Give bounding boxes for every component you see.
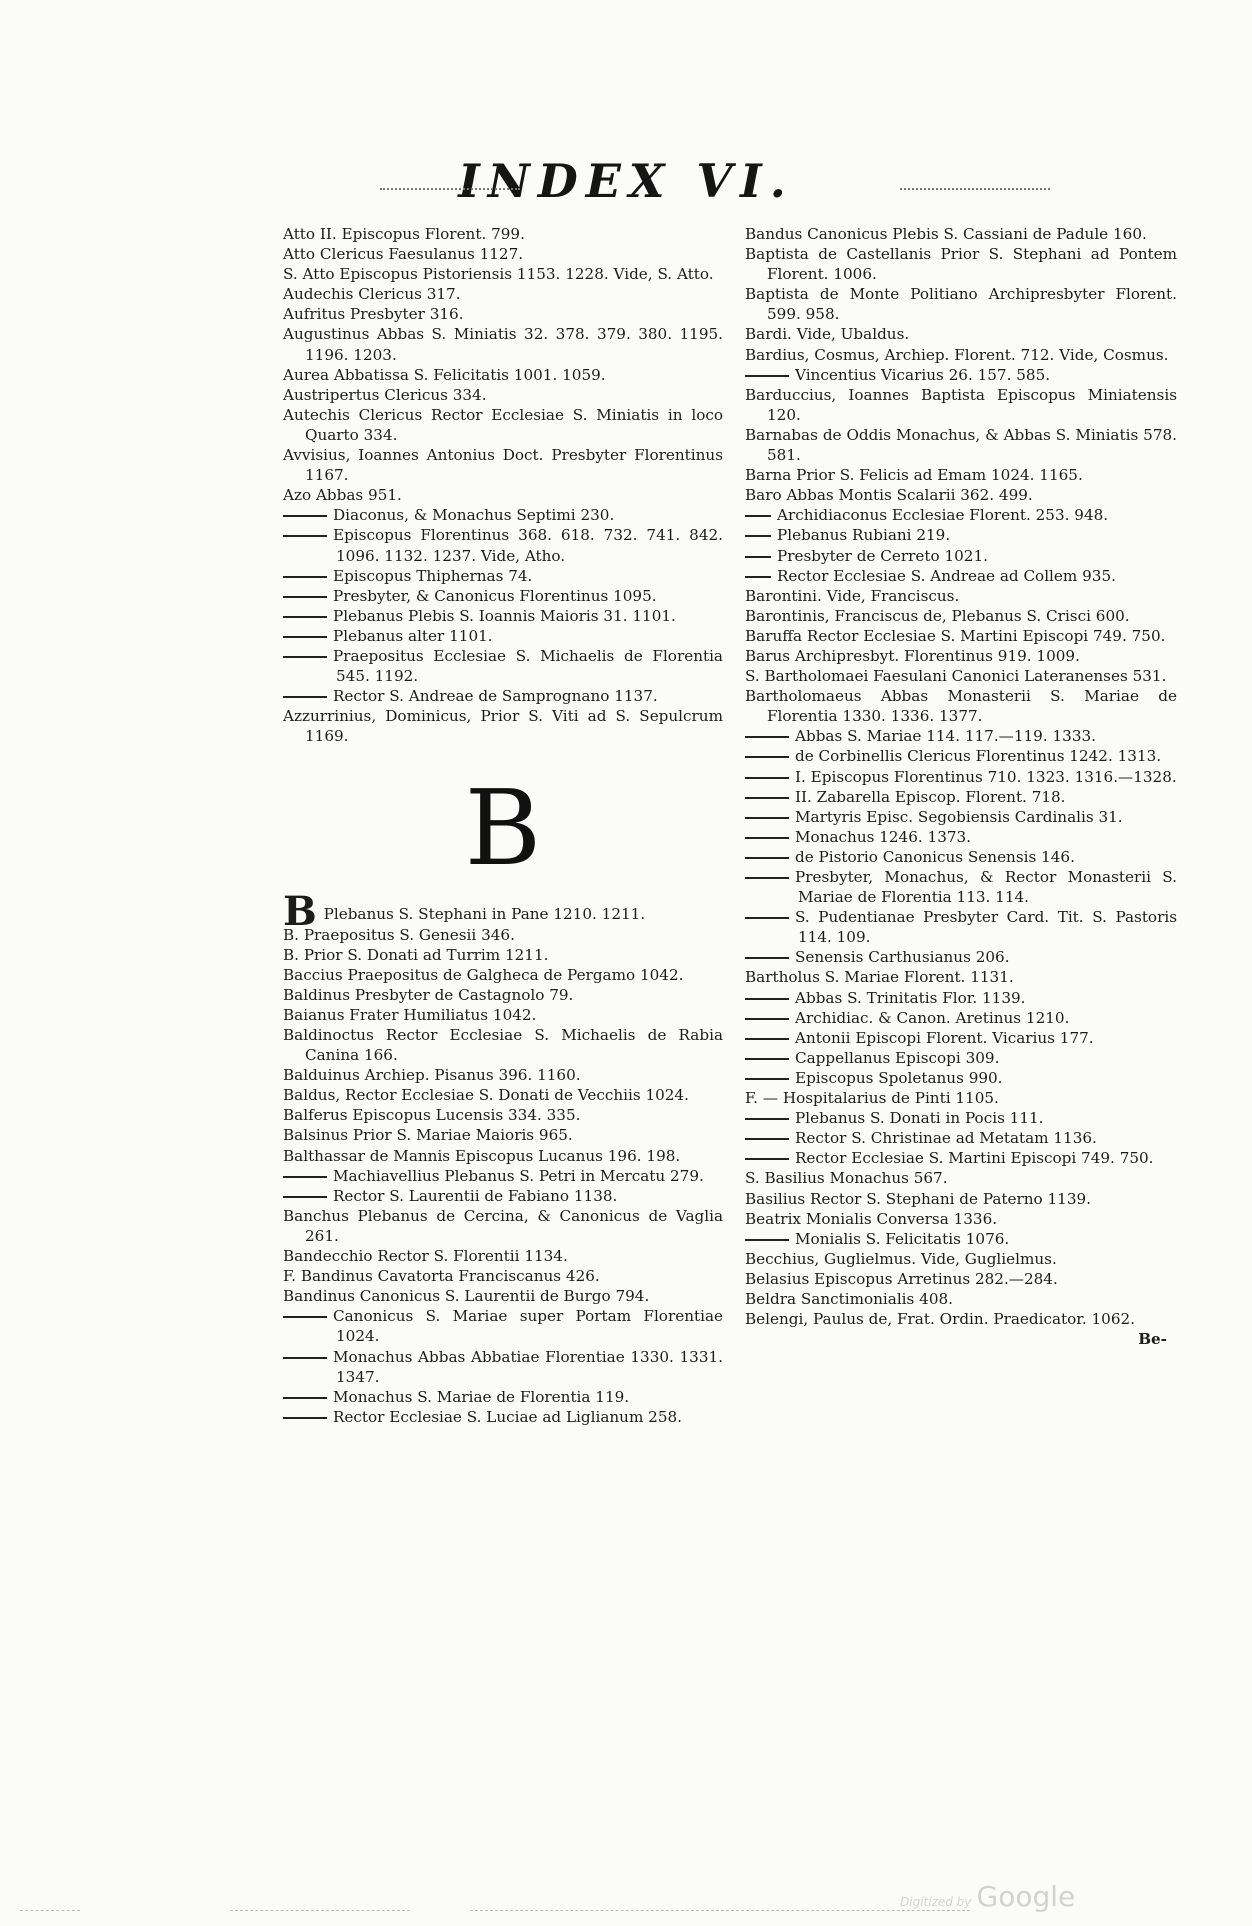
index-entry <box>745 1289 1177 1309</box>
index-entry <box>283 1266 723 1286</box>
index-entry <box>745 988 1177 1008</box>
ditto-dash <box>745 797 789 799</box>
entry-text: Antonii Episcopi Florent. Vicarius 177. <box>795 1028 1094 1047</box>
entry-text: Monialis S. Felicitatis 1076. <box>795 1229 1010 1248</box>
ditto-dash <box>745 1118 789 1120</box>
index-entry <box>283 304 723 324</box>
entry-text: Azzurrinius, Dominicus, Prior S. Viti ad S. Sepulcrum 1169. <box>283 707 723 746</box>
ditto-dash <box>745 576 771 578</box>
index-entry <box>283 1085 723 1105</box>
index-entry <box>283 445 723 485</box>
entry-text: Abbas S. Mariae 114. 117.—119. 1333. <box>795 727 1096 746</box>
entry-text: Rector Ecclesiae S. Martini Episcopi 749. 750. <box>795 1149 1154 1168</box>
entries-b <box>283 888 723 1426</box>
ditto-dash <box>745 1018 789 1020</box>
index-entry <box>745 1229 1177 1249</box>
index-entry <box>745 1048 1177 1068</box>
entry-text: Baro Abbas Montis Scalarii 362. 499. <box>745 486 1033 505</box>
entry-text: Aurea Abbatissa S. Felicitatis 1001. 1059. <box>283 365 606 384</box>
index-entry <box>745 847 1177 867</box>
index-entry <box>745 686 1177 726</box>
entry-text: Baldinus Presbyter de Castagnolo 79. <box>283 985 574 1004</box>
ditto-dash <box>283 1397 327 1399</box>
ditto-dash <box>283 1176 327 1178</box>
entry-text: Baianus Frater Humiliatus 1042. <box>283 1005 537 1024</box>
entry-text: Bartholomaeus Abbas Monasterii S. Mariae de Florentia 1330. 1336. 1377. <box>745 687 1177 726</box>
entry-text: Barnabas de Oddis Monachus, & Abbas S. Miniatis 578. 581. <box>745 425 1177 465</box>
index-entry <box>745 1008 1177 1028</box>
entry-text: Bardi. Vide, Ubaldus. <box>745 325 910 344</box>
index-entry <box>283 606 723 626</box>
entry-text: Austripertus Clericus 334. <box>283 385 487 404</box>
entry-text: Beatrix Monialis Conversa 1336. <box>745 1209 998 1228</box>
entry-text: Audechis Clericus 317. <box>283 285 461 304</box>
left-column <box>283 224 723 1427</box>
index-entry <box>745 566 1177 586</box>
entry-text: I. Episcopus Florentinus 710. 1323. 1316.—1328. <box>795 767 1177 786</box>
entry-text: Balthassar de Mannis Episcopus Lucanus 196. 198. <box>283 1146 681 1165</box>
scan-rule-right <box>470 1910 970 1911</box>
index-entry <box>283 365 723 385</box>
entry-text: Banchus Plebanus de Cercina, & Canonicus de Vaglia 261. <box>283 1206 723 1245</box>
entry-text: Plebanus Plebis S. Ioannis Maioris 31. 1101. <box>333 606 676 625</box>
ditto-dash <box>283 576 327 578</box>
entry-text: Beldra Sanctimonialis 408. <box>745 1289 953 1308</box>
index-entry <box>283 264 723 284</box>
entry-text: Episcopus Florentinus 368. 618. 732. 741. 842. 1096. 1132. 1237. Vide, Atho. <box>333 526 723 565</box>
entry-text: Barna Prior S. Felicis ad Emam 1024. 1165. <box>745 466 1083 485</box>
ditto-dash <box>745 1239 789 1241</box>
index-entry <box>283 1005 723 1025</box>
ditto-dash <box>745 877 789 879</box>
entry-text: Diaconus, & Monachus Septimi 230. <box>333 506 615 525</box>
index-entry <box>745 787 1177 807</box>
index-entry <box>745 546 1177 566</box>
index-entry <box>745 1269 1177 1289</box>
entry-text: Baldinoctus Rector Ecclesiae S. Michaelis de Rabia Canina 166. <box>283 1026 723 1065</box>
index-entry <box>745 284 1177 324</box>
index-entry <box>745 1249 1177 1269</box>
ditto-dash <box>745 515 771 517</box>
entry-text: Bardius, Cosmus, Archiep. Florent. 712. Vide, Cosmus. <box>745 345 1169 364</box>
entry-text: Machiavellius Plebanus S. Petri in Mercatu 279. <box>333 1166 704 1185</box>
entry-text: F. — Hospitalarius de Pinti 1105. <box>745 1089 999 1108</box>
ditto-dash <box>745 998 789 1000</box>
entry-text: Monachus 1246. 1373. <box>795 827 972 846</box>
catchword: Be- <box>1138 1330 1167 1349</box>
index-entry <box>745 1309 1177 1329</box>
index-entry <box>745 1189 1177 1209</box>
index-entry <box>283 985 723 1005</box>
title-rule-right <box>900 188 1050 190</box>
entry-text: Atto II. Episcopus Florent. 799. <box>283 225 525 243</box>
entry-text: Episcopus Thiphernas 74. <box>333 566 533 585</box>
ditto-dash <box>283 636 327 638</box>
entry-text: B. Praepositus S. Genesii 346. <box>283 925 515 944</box>
index-entry <box>745 967 1177 987</box>
entry-text: Atto Clericus Faesulanus 1127. <box>283 245 524 264</box>
ditto-dash <box>283 1196 327 1198</box>
index-entry <box>283 1246 723 1266</box>
ditto-dash <box>745 1078 789 1080</box>
index-entry <box>283 244 723 264</box>
ditto-dash <box>283 535 327 537</box>
entry-text: Plebanus alter 1101. <box>333 626 493 645</box>
index-entry <box>283 1125 723 1145</box>
index-entry <box>745 646 1177 666</box>
entry-text: Aufritus Presbyter 316. <box>283 305 464 324</box>
entry-text: Monachus Abbas Abbatiae Florentiae 1330. 1331. 1347. <box>333 1347 723 1386</box>
entry-text: Bartholus S. Mariae Florent. 1131. <box>745 968 1014 987</box>
entry-text: B. Prior S. Donati ad Turrim 1211. <box>283 945 549 964</box>
ditto-dash <box>745 917 789 919</box>
entry-text: Baccius Praepositus de Galgheca de Pergamo 1042. <box>283 965 684 984</box>
ditto-dash <box>745 535 771 537</box>
index-entry <box>745 525 1177 545</box>
entry-text: Plebanus Rubiani 219. <box>777 526 951 545</box>
entry-text: Augustinus Abbas S. Miniatis 32. 378. 379. 380. 1195. 1196. 1203. <box>283 325 723 364</box>
entry-text: S. Basilius Monachus 567. <box>745 1169 948 1188</box>
entry-text: Rector Ecclesiae S. Luciae ad Liglianum 258. <box>333 1407 682 1426</box>
entry-text: Becchius, Guglielmus. Vide, Guglielmus. <box>745 1249 1057 1268</box>
index-entry <box>283 686 723 706</box>
index-entry <box>745 1108 1177 1128</box>
index-entry <box>283 1286 723 1306</box>
ditto-dash <box>745 556 771 558</box>
entry-text: F. Bandinus Cavatorta Franciscanus 426. <box>283 1267 600 1286</box>
ditto-dash <box>283 656 327 658</box>
index-entry <box>745 626 1177 646</box>
entry-text: S. Bartholomaei Faesulani Canonici Lateranenses 531. <box>745 667 1167 686</box>
entry-text: Azo Abbas 951. <box>283 486 402 505</box>
index-entry <box>283 385 723 405</box>
entry-text: Praepositus Ecclesiae S. Michaelis de Florentia 545. 1192. <box>333 646 723 686</box>
entry-text: Martyris Episc. Segobiensis Cardinalis 31. <box>795 807 1123 826</box>
ditto-dash <box>283 1417 327 1419</box>
entry-text: Bandus Canonicus Plebis S. Cassiani de Padule 160. <box>745 225 1147 243</box>
entry-text: Canonicus S. Mariae super Portam Florentiae 1024. <box>333 1307 723 1346</box>
index-entry <box>745 947 1177 967</box>
ditto-dash <box>745 777 789 779</box>
entry-text: Rector S. Christinae ad Metatam 1136. <box>795 1129 1097 1148</box>
index-entry <box>745 1088 1177 1108</box>
ditto-dash <box>745 857 789 859</box>
index-entry <box>283 1347 723 1387</box>
index-entry <box>283 1206 723 1246</box>
entry-text: Avvisius, Ioannes Antonius Doct. Presbyter Florentinus 1167. <box>283 446 723 485</box>
index-entry <box>283 706 723 746</box>
section-letter: B <box>464 767 542 890</box>
entry-text: Basilius Rector S. Stephani de Paterno 1139. <box>745 1189 1091 1208</box>
entries-a <box>283 224 723 746</box>
entry-text: Bandecchio Rector S. Florentii 1134. <box>283 1247 568 1266</box>
entries-right <box>745 224 1177 1329</box>
entry-text: Presbyter de Cerreto 1021. <box>777 546 988 565</box>
entry-text: Cappellanus Episcopi 309. <box>795 1048 1000 1067</box>
entry-text: Balferus Episcopus Lucensis 334. 335. <box>283 1106 581 1125</box>
index-entry <box>745 465 1177 485</box>
ditto-dash <box>745 1038 789 1040</box>
entry-text: Rector S. Andreae de Samprognano 1137. <box>333 687 658 706</box>
ditto-dash <box>745 817 789 819</box>
index-entry <box>745 244 1177 284</box>
index-entry <box>745 224 1177 244</box>
index-entry <box>283 1166 723 1186</box>
index-entry <box>745 1128 1177 1148</box>
index-entry <box>745 324 1177 344</box>
entry-text: II. Zabarella Episcop. Florent. 718. <box>795 787 1066 806</box>
entry-text: S. Pudentianae Presbyter Card. Tit. S. Pastoris 114. 109. <box>795 908 1177 947</box>
index-entry <box>745 365 1177 385</box>
entry-text: Rector S. Laurentii de Fabiano 1138. <box>333 1186 618 1205</box>
ditto-dash <box>283 616 327 618</box>
index-entry <box>745 746 1177 766</box>
ditto-dash <box>283 1357 327 1359</box>
index-entry <box>745 807 1177 827</box>
index-entry <box>745 1209 1177 1229</box>
digitized-watermark <box>900 1880 1075 1913</box>
drop-capital: B <box>283 888 317 936</box>
right-column <box>745 224 1177 1349</box>
entry-text: Baptista de Monte Politiano Archipresbyter Florent. 599. 958. <box>745 285 1177 324</box>
ditto-dash <box>745 756 789 758</box>
watermark-brand-text: Google <box>976 1880 1076 1913</box>
index-entry <box>283 505 723 525</box>
index-entry <box>745 767 1177 787</box>
index-entry <box>283 965 723 985</box>
entry-text: Balsinus Prior S. Mariae Maioris 965. <box>283 1126 573 1145</box>
index-entry <box>745 425 1177 465</box>
entry-text: B Plebanus S. Stephani in Pane 1210. 1211. <box>283 888 646 936</box>
index-entry <box>283 586 723 606</box>
index-entry <box>745 586 1177 606</box>
entry-text: Belasius Episcopus Arretinus 282.—284. <box>745 1269 1058 1288</box>
ditto-dash <box>745 837 789 839</box>
index-entry <box>283 1387 723 1407</box>
entry-text: Belengi, Paulus de, Frat. Ordin. Praedicator. 1062. <box>745 1310 1135 1329</box>
index-entry <box>745 606 1177 626</box>
entry-text: de Pistorio Canonicus Senensis 146. <box>795 847 1075 866</box>
entry-text: Barduccius, Ioannes Baptista Episcopus Miniatensis 120. <box>745 385 1177 424</box>
index-entry <box>745 726 1177 746</box>
entry-text: Episcopus Spoletanus 990. <box>795 1068 1003 1087</box>
page-title: INDEX VI. <box>458 154 794 208</box>
index-entry <box>745 827 1177 847</box>
ditto-dash <box>283 596 327 598</box>
entry-text: Barontini. Vide, Franciscus. <box>745 586 960 605</box>
index-entry <box>283 925 723 945</box>
scan-rule-left <box>20 1910 80 1911</box>
entry-text: Archidiac. & Canon. Aretinus 1210. <box>795 1008 1070 1027</box>
entry-text: Bandinus Canonicus S. Laurentii de Burgo 794. <box>283 1287 650 1306</box>
index-entry <box>745 385 1177 425</box>
entry-text: S. Atto Episcopus Pistoriensis 1153. 1228. Vide, S. Atto. <box>283 265 714 284</box>
ditto-dash <box>745 1138 789 1140</box>
entry-text: Presbyter, & Canonicus Florentinus 1095. <box>333 586 657 605</box>
entry-text: Baruffa Rector Ecclesiae S. Martini Episcopi 749. 750. <box>745 626 1166 645</box>
entry-text: Autechis Clericus Rector Ecclesiae S. Miniatis in loco Quarto 334. <box>283 405 723 444</box>
index-entry <box>745 1028 1177 1048</box>
index-entry <box>283 945 723 965</box>
entry-text: Barus Archipresbyt. Florentinus 919. 1009. <box>745 646 1080 665</box>
title-rule-left <box>380 188 520 190</box>
entry-text: Plebanus S. Donati in Pocis 111. <box>795 1109 1044 1128</box>
index-entry <box>745 1148 1177 1168</box>
ditto-dash <box>283 696 327 698</box>
entry-text: Barontinis, Franciscus de, Plebanus S. Crisci 600. <box>745 606 1130 625</box>
index-entry <box>283 1105 723 1125</box>
index-entry <box>283 646 723 686</box>
index-entry <box>745 485 1177 505</box>
entry-text: Presbyter, Monachus, & Rector Monasterii S. Mariae de Florentia 113. 114. <box>795 868 1177 907</box>
index-entry <box>745 1068 1177 1088</box>
index-entry <box>283 224 723 244</box>
index-entry <box>745 867 1177 907</box>
index-entry <box>283 284 723 304</box>
ditto-dash <box>745 957 789 959</box>
entry-text: Senensis Carthusianus 206. <box>795 948 1010 967</box>
entry-text: Archidiaconus Ecclesiae Florent. 253. 948. <box>777 506 1109 525</box>
ditto-dash <box>283 515 327 517</box>
index-entry <box>283 324 723 364</box>
index-entry <box>745 345 1177 365</box>
scan-rule-middle <box>230 1910 410 1911</box>
ditto-dash <box>745 375 789 377</box>
index-entry <box>745 666 1177 686</box>
entry-text: Baptista de Castellanis Prior S. Stephani ad Pontem Florent. 1006. <box>745 245 1177 284</box>
index-entry <box>745 1168 1177 1188</box>
index-entry <box>283 1065 723 1085</box>
watermark-small-text: Digitized by <box>900 1895 972 1909</box>
index-entry <box>283 1186 723 1206</box>
index-entry <box>283 1306 723 1346</box>
ditto-dash <box>745 736 789 738</box>
index-entry <box>283 525 723 565</box>
index-entry <box>745 907 1177 947</box>
entry-text: Rector Ecclesiae S. Andreae ad Collem 935. <box>777 566 1116 585</box>
ditto-dash <box>283 1316 327 1318</box>
index-entry <box>283 485 723 505</box>
index-entry <box>283 1407 723 1427</box>
index-entry <box>283 405 723 445</box>
index-entry <box>283 1146 723 1166</box>
ditto-dash <box>745 1158 789 1160</box>
index-entry <box>745 505 1177 525</box>
entry-text: Monachus S. Mariae de Florentia 119. <box>333 1387 630 1406</box>
index-entry <box>283 1025 723 1065</box>
index-entry <box>283 566 723 586</box>
ditto-dash <box>745 1058 789 1060</box>
index-entry <box>283 626 723 646</box>
entry-text: Abbas S. Trinitatis Flor. 1139. <box>795 988 1026 1007</box>
entry-text: de Corbinellis Clericus Florentinus 1242. 1313. <box>795 747 1162 766</box>
entry-text: Baldus, Rector Ecclesiae S. Donati de Vecchiis 1024. <box>283 1086 689 1105</box>
entry-text: Balduinus Archiep. Pisanus 396. 1160. <box>283 1066 581 1085</box>
entry-text: Vincentius Vicarius 26. 157. 585. <box>795 365 1051 384</box>
